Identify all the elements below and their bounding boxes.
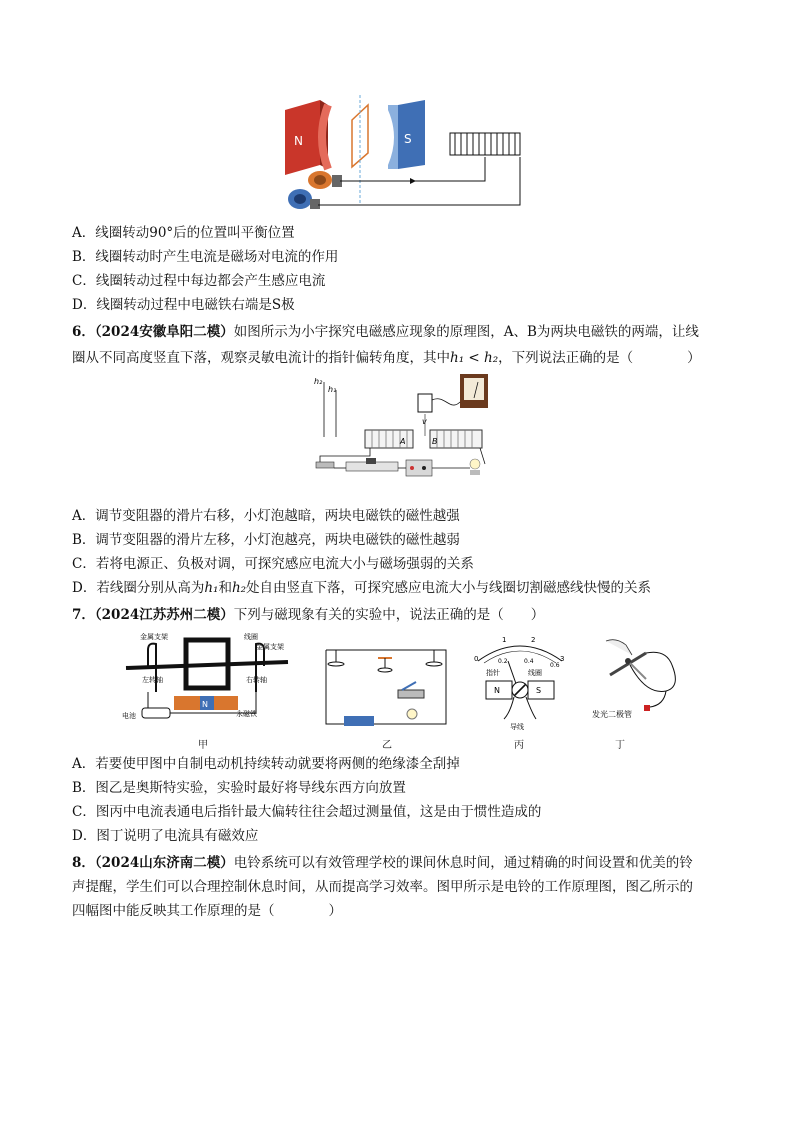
- q5-option-c: C．线圈转动过程中每边都会产生感应电流: [72, 273, 326, 289]
- label-coil: 线圈: [244, 633, 258, 641]
- q6-option-d: [72, 578, 651, 598]
- scale-0-6: 0.6: [550, 662, 560, 669]
- q8-stem-line2: 声提醒，学生们可以合理控制休息时间，从而提高学习效率。图甲所示是电铃的工作原理图，图乙所示的: [72, 879, 693, 895]
- label-b: B: [432, 437, 438, 446]
- caption-ding: 丁: [615, 740, 625, 751]
- label-permanent-magnet: 永磁铁: [236, 710, 257, 718]
- label-coil-bing: 线圈: [528, 669, 542, 677]
- label-metal-bracket-left: 金属支架: [140, 633, 168, 641]
- figure-q7-ding-led-generator: [586, 635, 696, 730]
- q6-stem-line2: [72, 348, 701, 368]
- scale-2: 2: [531, 636, 536, 644]
- q8-source: （2024山东济南二模）: [94, 855, 234, 871]
- q6-source: （2024安徽阜阳二模）: [94, 324, 234, 340]
- label-pointer: 指针: [486, 669, 500, 677]
- label-left-axle: 左转轴: [142, 676, 163, 684]
- figure-q7-jia-motor: [118, 630, 298, 730]
- label-led: 发光二极管: [592, 710, 632, 719]
- label-h2: h₂: [314, 377, 323, 386]
- q7-stem: [72, 605, 544, 625]
- q6-option-b: B．调节变阻器的滑片左移，小灯泡越亮，两块电磁铁的磁性越弱: [72, 532, 460, 548]
- label-battery: 电池: [122, 712, 136, 720]
- caption-yi: 乙: [382, 740, 392, 751]
- q6-option-d-h1: h₁: [204, 580, 219, 596]
- q6-stem-text3: ，下列说法正确的是（ ）: [498, 350, 701, 366]
- label-n-bing: N: [494, 686, 500, 695]
- q6-option-d-text2: 和: [218, 580, 232, 596]
- scale-0-2: 0.2: [498, 658, 508, 665]
- q6-option-d-h2: h₂: [231, 580, 247, 596]
- figure-q7-bing-ammeter: [470, 633, 570, 733]
- q7-stem-text: 下列与磁现象有关的实验中，说法正确的是（ ）: [233, 607, 545, 623]
- q7-number: 7．: [72, 607, 95, 623]
- q8-stem-line1: [72, 853, 693, 873]
- q6-number: 6．: [72, 324, 95, 340]
- q5-option-b: B．线圈转动时产生电流是磁场对电流的作用: [72, 249, 339, 265]
- q5-option-d: D．线圈转动过程中电磁铁右端是S极: [72, 297, 295, 313]
- s-pole-label: S: [404, 132, 412, 146]
- scale-3: 3: [560, 655, 565, 663]
- label-s-bing: S: [536, 686, 542, 695]
- label-metal-bracket-right: 金属支架: [256, 643, 284, 651]
- caption-jia: 甲: [198, 740, 208, 751]
- q7-option-a: A．若要使甲图中自制电动机持续转动就要将两侧的绝缘漆全刮掉: [72, 756, 460, 772]
- q6-stem-line1: [72, 322, 699, 342]
- q7-option-d: D．图丁说明了电流具有磁效应: [72, 828, 259, 844]
- q8-stem-text1: 电铃系统可以有效管理学校的课间休息时间，通过精确的时间设置和优美的铃: [233, 855, 693, 871]
- q8-stem-line3: 四幅图中能反映其工作原理的是（ ）: [72, 903, 342, 919]
- label-a: A: [400, 437, 406, 446]
- q6-stem-text2: 圈从不同高度竖直下落，观察灵敏电流计的指针偏转角度，其中: [72, 350, 450, 366]
- q6-math-h1-lt-h2: h₁ < h₂: [450, 350, 499, 366]
- q6-stem-text1: 如图所示为小宇探究电磁感应现象的原理图，A、B为两块电磁铁的两端，让线: [233, 324, 699, 340]
- q7-option-b: B．图乙是奥斯特实验，实验时最好将导线东西方向放置: [72, 780, 406, 796]
- scale-1: 1: [502, 636, 507, 644]
- q6-option-d-text3: 处自由竖直下落，可探究感应电流大小与线圈切割磁感线快慢的关系: [246, 580, 652, 596]
- q6-option-a: A．调节变阻器的滑片右移，小灯泡越暗，两块电磁铁的磁性越强: [72, 508, 460, 524]
- figure-electromagnetic-induction: [310, 372, 495, 490]
- label-wire: 导线: [510, 723, 524, 731]
- label-n: N: [202, 700, 208, 709]
- label-right-axle: 右转轴: [246, 676, 267, 684]
- figure-generator: [280, 95, 530, 220]
- figure-q7-yi-oersted: [322, 638, 452, 728]
- q8-number: 8．: [72, 855, 95, 871]
- q6-option-c: C．若将电源正、负极对调，可探究感应电流大小与磁场强弱的关系: [72, 556, 474, 572]
- q6-option-d-text1: D．若线圈分别从高为: [72, 580, 205, 596]
- scale-0-4: 0.4: [524, 658, 534, 665]
- q7-option-c: C．图丙中电流表通电后指针最大偏转往往会超过测量值，这是由于惯性造成的: [72, 804, 542, 820]
- q7-source: （2024江苏苏州二模）: [94, 607, 234, 623]
- caption-bing: 丙: [514, 740, 524, 751]
- label-v: v: [422, 417, 427, 426]
- label-h1: h₁: [328, 385, 337, 394]
- n-pole-label: N: [294, 134, 303, 148]
- q5-option-a: A．线圈转动90°后的位置叫平衡位置: [72, 225, 295, 241]
- scale-0: 0: [474, 655, 479, 663]
